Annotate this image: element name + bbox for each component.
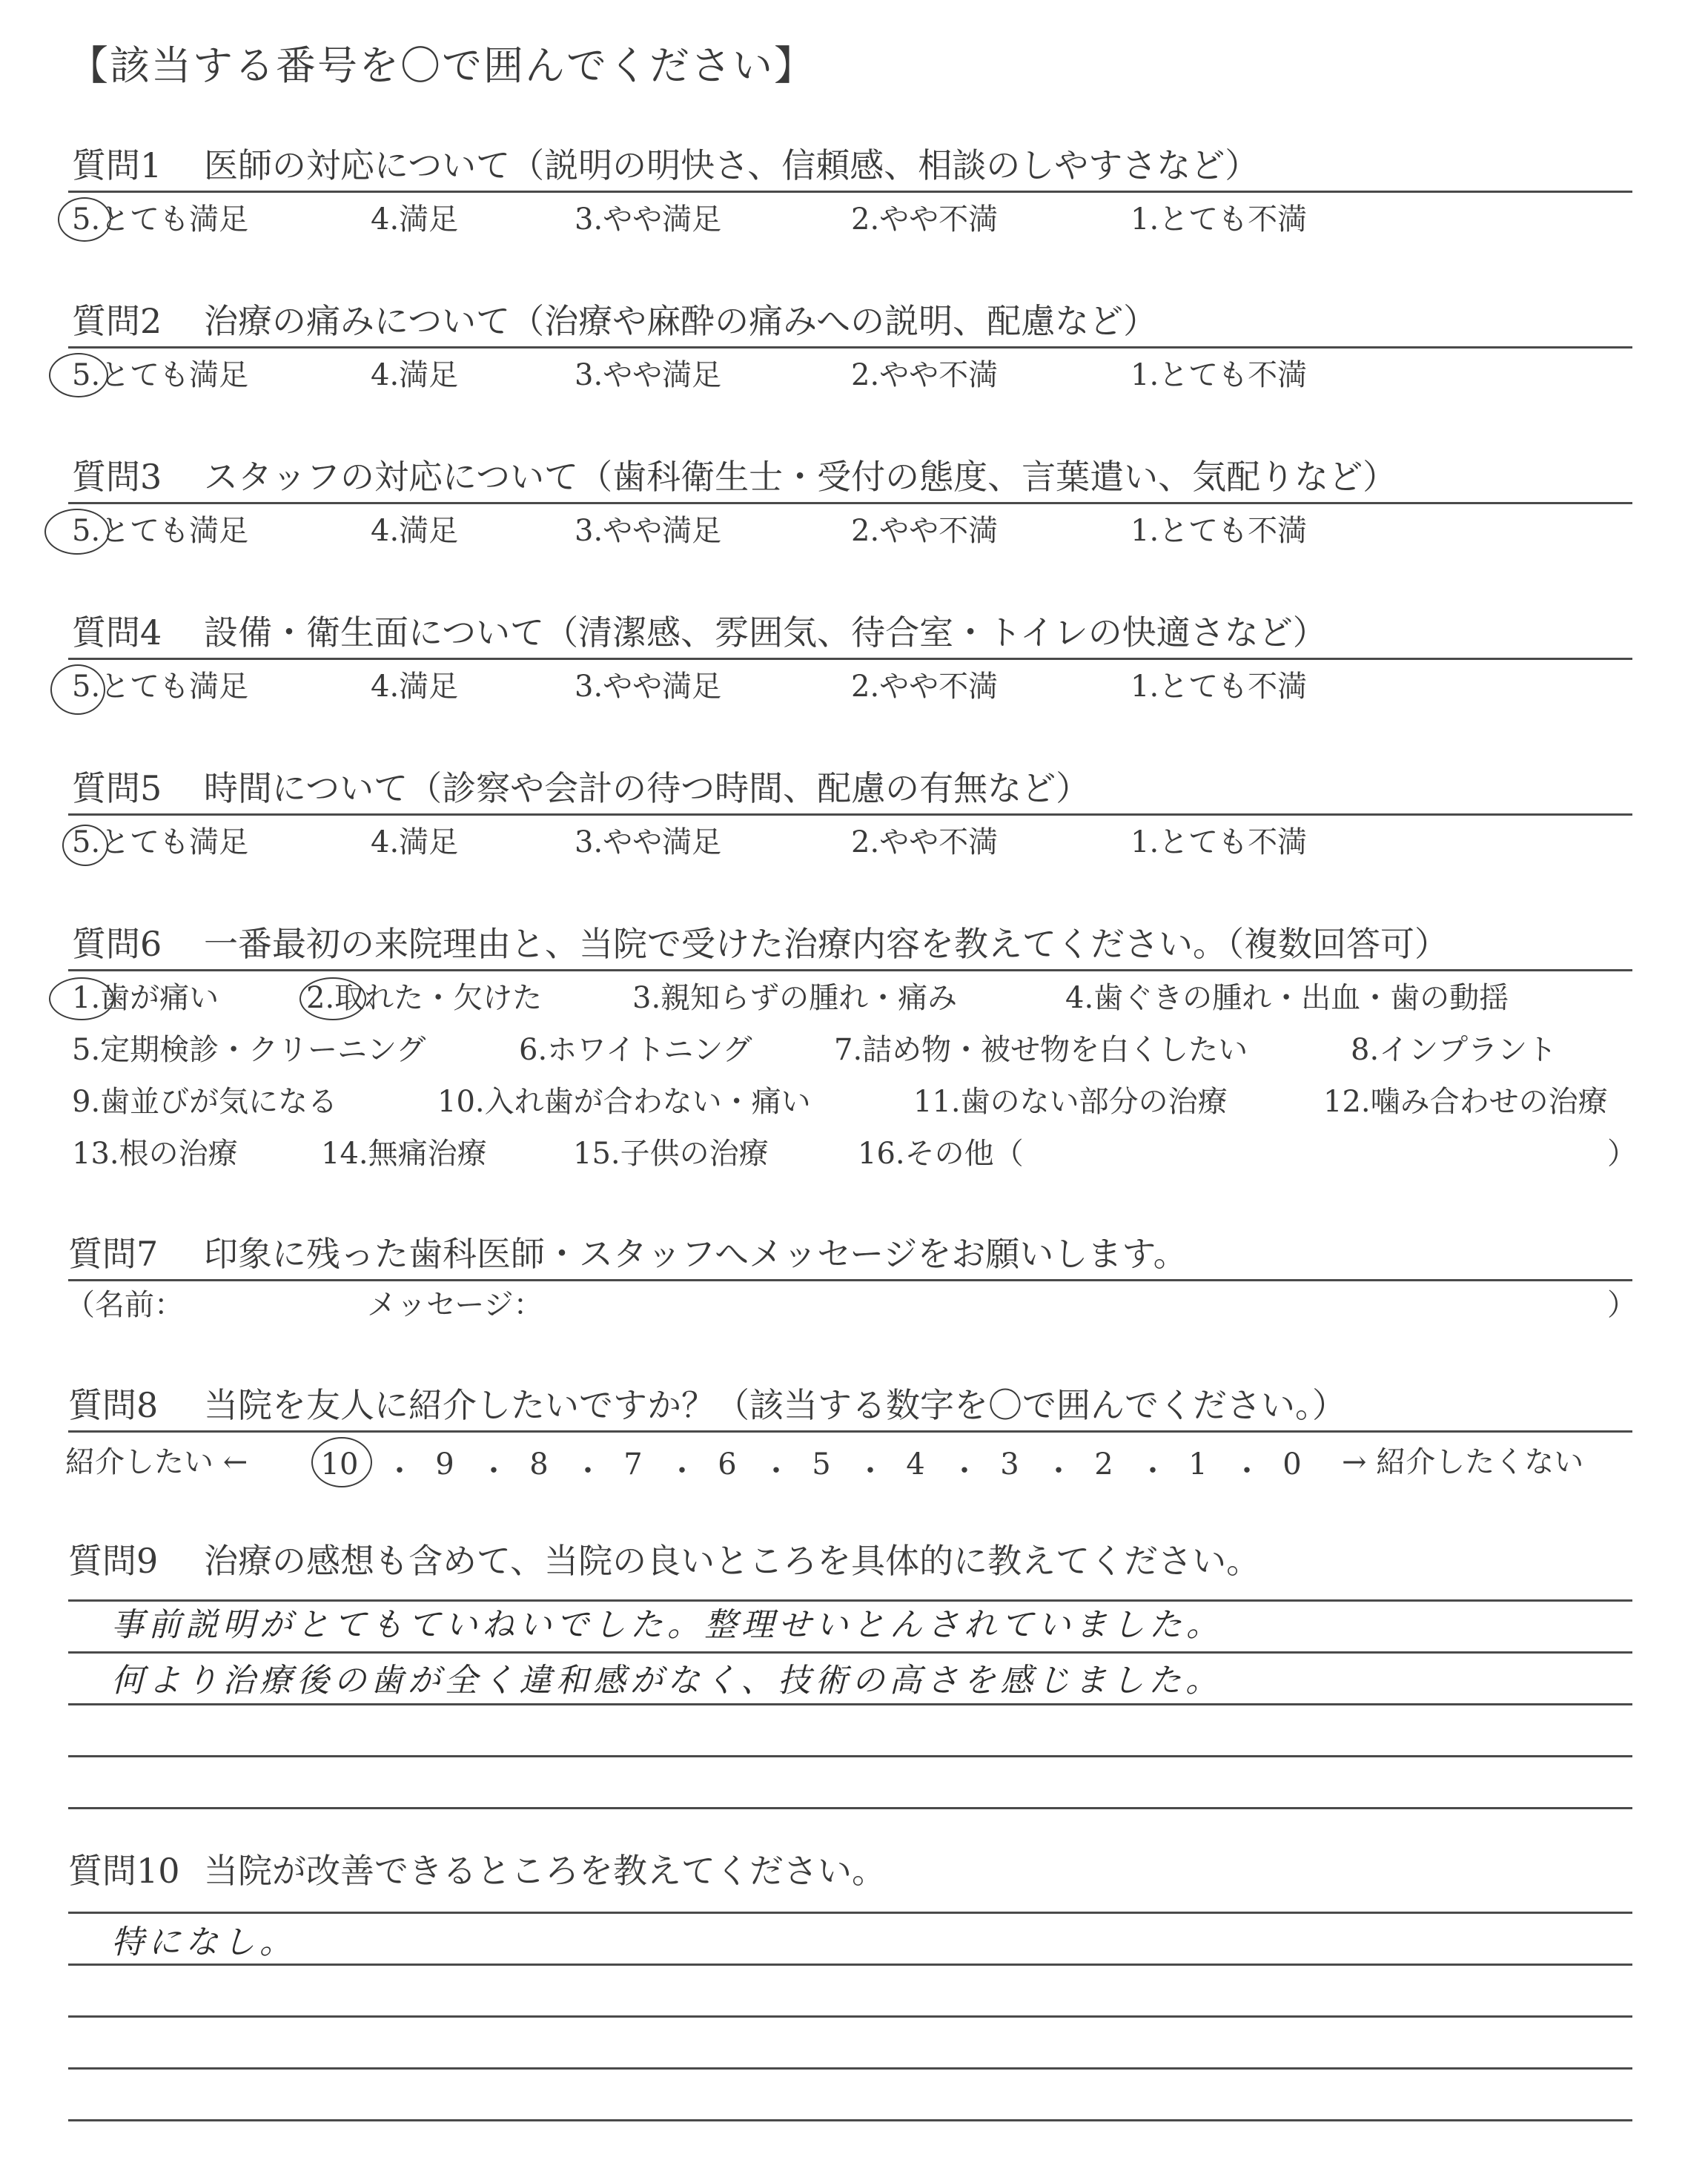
answer-line [68,1703,1632,1705]
answer-line [68,2119,1632,2121]
hand-drawn-circle-mark [50,664,105,715]
answer-line [68,1964,1632,1966]
scale-value-5[interactable]: 5 [812,1447,831,1482]
divider [68,658,1632,660]
option-4[interactable]: 4.満足 [371,825,459,859]
scale-value-0[interactable]: 0 [1282,1447,1302,1482]
option-2[interactable]: 2.やや不満 [851,514,999,548]
option-4[interactable]: 4.満足 [371,202,459,237]
divider [68,191,1632,193]
question-text: スタッフの対応について（歯科衛生士・受付の態度、言葉遣い、気配りなど） [204,457,1397,497]
option-4[interactable]: 4.満足 [371,514,459,548]
answer-line [68,1651,1632,1654]
scale-separator: ・ [1138,1454,1168,1488]
handwritten-answer-line: 事前説明がとてもていねいでした。整理せいとんされていました。 [111,1606,1223,1644]
reason-option[interactable]: 1.歯が痛い [72,981,219,1015]
reason-option[interactable]: 8.インプラント [1351,1033,1558,1067]
reason-option[interactable]: 7.詰め物・被せ物を白くしたい [834,1033,1248,1067]
reason-option[interactable]: 2.取れた・欠けた [306,981,543,1015]
hand-drawn-circle-mark [49,977,114,1020]
scale-separator: ・ [950,1454,979,1488]
question-text: 当院を友人に紹介したいですか？（該当する数字を〇で囲んでください。） [204,1385,1346,1425]
question-text: 時間について（診察や会計の待つ時間、配慮の有無など） [204,768,1090,808]
question-label: 質問6 [72,924,162,964]
option-5[interactable]: 5.とても満足 [72,670,249,704]
option-5[interactable]: 5.とても満足 [72,825,249,859]
question-text: 当院が改善できるところを教えてください。 [204,1851,886,1891]
divider [68,813,1632,816]
reason-option[interactable]: 15.子供の治療 [573,1137,769,1171]
divider [68,1279,1632,1281]
option-4[interactable]: 4.満足 [371,670,459,704]
question-label: 質問4 [72,612,162,653]
scale-value-9[interactable]: 9 [435,1447,454,1482]
scale-value-4[interactable]: 4 [906,1447,925,1482]
answer-line [68,1912,1632,1914]
scale-value-7[interactable]: 7 [623,1447,643,1482]
question-label: 質問5 [72,768,162,808]
scale-value-3[interactable]: 3 [1000,1447,1019,1482]
option-2[interactable]: 2.やや不満 [851,202,999,237]
scale-value-1[interactable]: 1 [1188,1447,1208,1482]
option-2[interactable]: 2.やや不満 [851,670,999,704]
scale-separator: ・ [761,1454,791,1488]
scale-separator: ・ [1044,1454,1073,1488]
close-paren: ） [1607,1288,1637,1322]
question-text: 医師の対応について（説明の明快さ、信頼感、相談のしやすさなど） [204,145,1260,185]
question-label: 質問3 [72,457,162,497]
divider [68,502,1632,504]
option-1[interactable]: 1.とても不満 [1131,202,1308,237]
option-3[interactable]: 3.やや満足 [575,202,722,237]
question-label: 質問9 [68,1541,159,1581]
divider [68,1430,1632,1433]
option-3[interactable]: 3.やや満足 [575,670,722,704]
message-label: メッセージ： [367,1288,543,1322]
divider [68,346,1632,349]
answer-line [68,1599,1632,1602]
scale-separator: ・ [1232,1454,1262,1488]
question-label: 質問7 [68,1234,159,1274]
option-4[interactable]: 4.満足 [371,358,459,392]
scale-value-6[interactable]: 6 [718,1447,737,1482]
reason-option[interactable]: 3.親知らずの腫れ・痛み [632,981,958,1015]
option-3[interactable]: 3.やや満足 [575,358,722,392]
handwritten-answer-line: 特になし。 [111,1923,297,1961]
question-label: 質問8 [68,1385,159,1425]
scale-value-8[interactable]: 8 [529,1447,549,1482]
question-label: 質問10 [68,1851,180,1891]
option-5[interactable]: 5.とても満足 [72,358,249,392]
question-text: 印象に残った歯科医師・スタッフへメッセージをお願いします。 [204,1234,1188,1274]
answer-line [68,1755,1632,1757]
divider [68,969,1632,971]
option-3[interactable]: 3.やや満足 [575,514,722,548]
option-3[interactable]: 3.やや満足 [575,825,722,859]
close-paren: ） [1607,1137,1637,1171]
reason-option[interactable]: 4.歯ぐきの腫れ・出血・歯の動揺 [1065,981,1509,1015]
scale-separator: ・ [479,1454,509,1488]
answer-line [68,2067,1632,2070]
reason-option-other[interactable]: 16.その他（ [858,1137,1024,1171]
answer-line [68,2015,1632,2018]
name-label: （名前： [65,1288,184,1322]
question-label: 質問1 [72,145,162,185]
scale-separator: ・ [667,1454,697,1488]
scale-value-2[interactable]: 2 [1094,1447,1113,1482]
scale-value-10[interactable]: 10 [320,1447,359,1482]
question-text: 一番最初の来院理由と、当院で受けた治療内容を教えてください。（複数回答可） [204,924,1449,964]
scale-left-label: 紹介したい ← [65,1445,248,1479]
option-1[interactable]: 1.とても不満 [1131,514,1308,548]
option-2[interactable]: 2.やや不満 [851,358,999,392]
hand-drawn-circle-mark [311,1437,372,1487]
scale-separator: ・ [385,1454,414,1488]
option-1[interactable]: 1.とても不満 [1131,358,1308,392]
scale-separator: ・ [855,1454,885,1488]
question-text: 設備・衛生面について（清潔感、雰囲気、待合室・トイレの快適さなど） [204,612,1327,653]
question-label: 質問2 [72,301,162,341]
option-2[interactable]: 2.やや不満 [851,825,999,859]
question-text: 治療の痛みについて（治療や麻酔の痛みへの説明、配慮など） [204,301,1158,341]
hand-drawn-circle-mark [44,509,110,555]
reason-option[interactable]: 14.無痛治療 [321,1137,487,1171]
hand-drawn-circle-mark [62,825,108,866]
option-1[interactable]: 1.とても不満 [1131,825,1308,859]
hand-drawn-circle-mark [299,977,366,1020]
hand-drawn-circle-mark [49,353,108,397]
answer-line [68,1807,1632,1809]
hand-drawn-circle-mark [58,197,111,242]
reason-option[interactable]: 5.定期検診・クリーニング [72,1033,426,1067]
option-5[interactable]: 5.とても満足 [72,514,249,548]
handwritten-answer-line: 何より治療後の歯が全く違和感がなく、技術の高さを感じました。 [111,1662,1223,1700]
reason-option[interactable]: 12.噛み合わせの治療 [1323,1085,1608,1119]
reason-option[interactable]: 13.根の治療 [72,1137,238,1171]
reason-option[interactable]: 11.歯のない部分の治療 [913,1085,1228,1119]
reason-option[interactable]: 10.入れ歯が合わない・痛い [437,1085,811,1119]
form-header: 【該当する番号を〇で囲んでください】 [68,42,815,89]
question-text: 治療の感想も含めて、当院の良いところを具体的に教えてください。 [204,1541,1261,1581]
reason-option[interactable]: 6.ホワイトニング [519,1033,752,1067]
option-1[interactable]: 1.とても不満 [1131,670,1308,704]
reason-option[interactable]: 9.歯並びが気になる [72,1085,338,1119]
scale-right-label: → 紹介したくない [1342,1445,1584,1479]
scale-separator: ・ [573,1454,603,1488]
option-5[interactable]: 5.とても満足 [72,202,249,237]
